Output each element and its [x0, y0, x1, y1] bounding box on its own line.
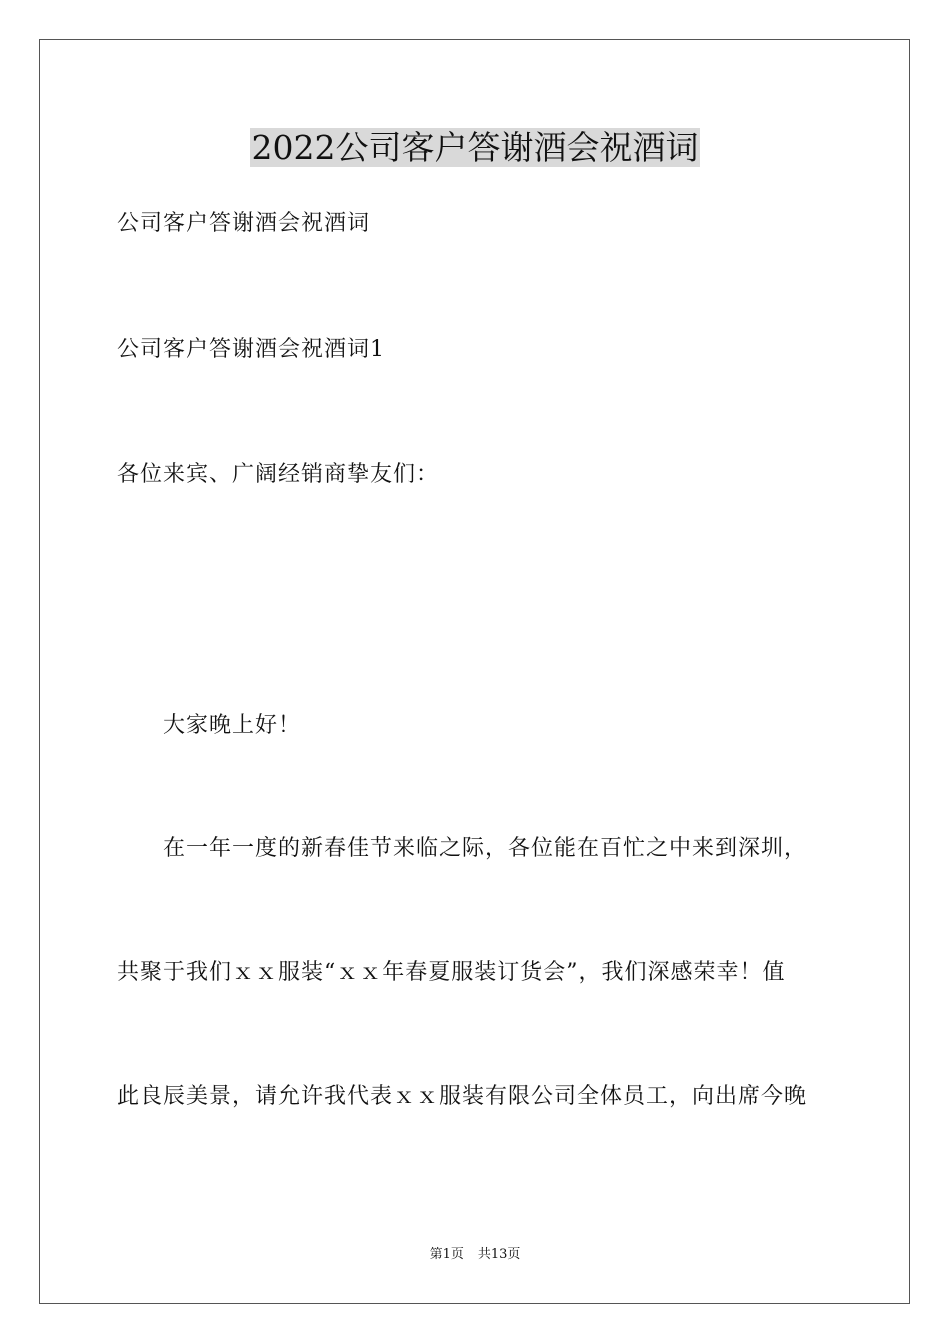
- document-subtitle: 公司客户答谢酒会祝酒词: [117, 211, 371, 236]
- page-number: 第1页: [429, 1247, 464, 1262]
- page-footer: [0, 1246, 950, 1264]
- body-line-2: 共聚于我们ｘｘ服装“ｘｘ年春夏服装订货会”，我们深感荣幸！值: [117, 960, 786, 985]
- salutation: 各位来宾、广阔经销商挚友们：: [117, 462, 440, 487]
- document-title: [0, 126, 950, 170]
- body-line-3: 此良辰美景，请允许我代表ｘｘ服装有限公司全体员工，向出席今晚: [117, 1084, 808, 1109]
- body-line-1: 在一年一度的新春佳节来临之际，各位能在百忙之中来到深圳，: [163, 836, 808, 861]
- greeting: 大家晚上好！: [163, 713, 302, 738]
- document-title-text: 2022公司客户答谢酒会祝酒词: [251, 128, 699, 167]
- section-heading: 公司客户答谢酒会祝酒词1: [117, 337, 385, 362]
- page-total: 共13页: [477, 1247, 521, 1262]
